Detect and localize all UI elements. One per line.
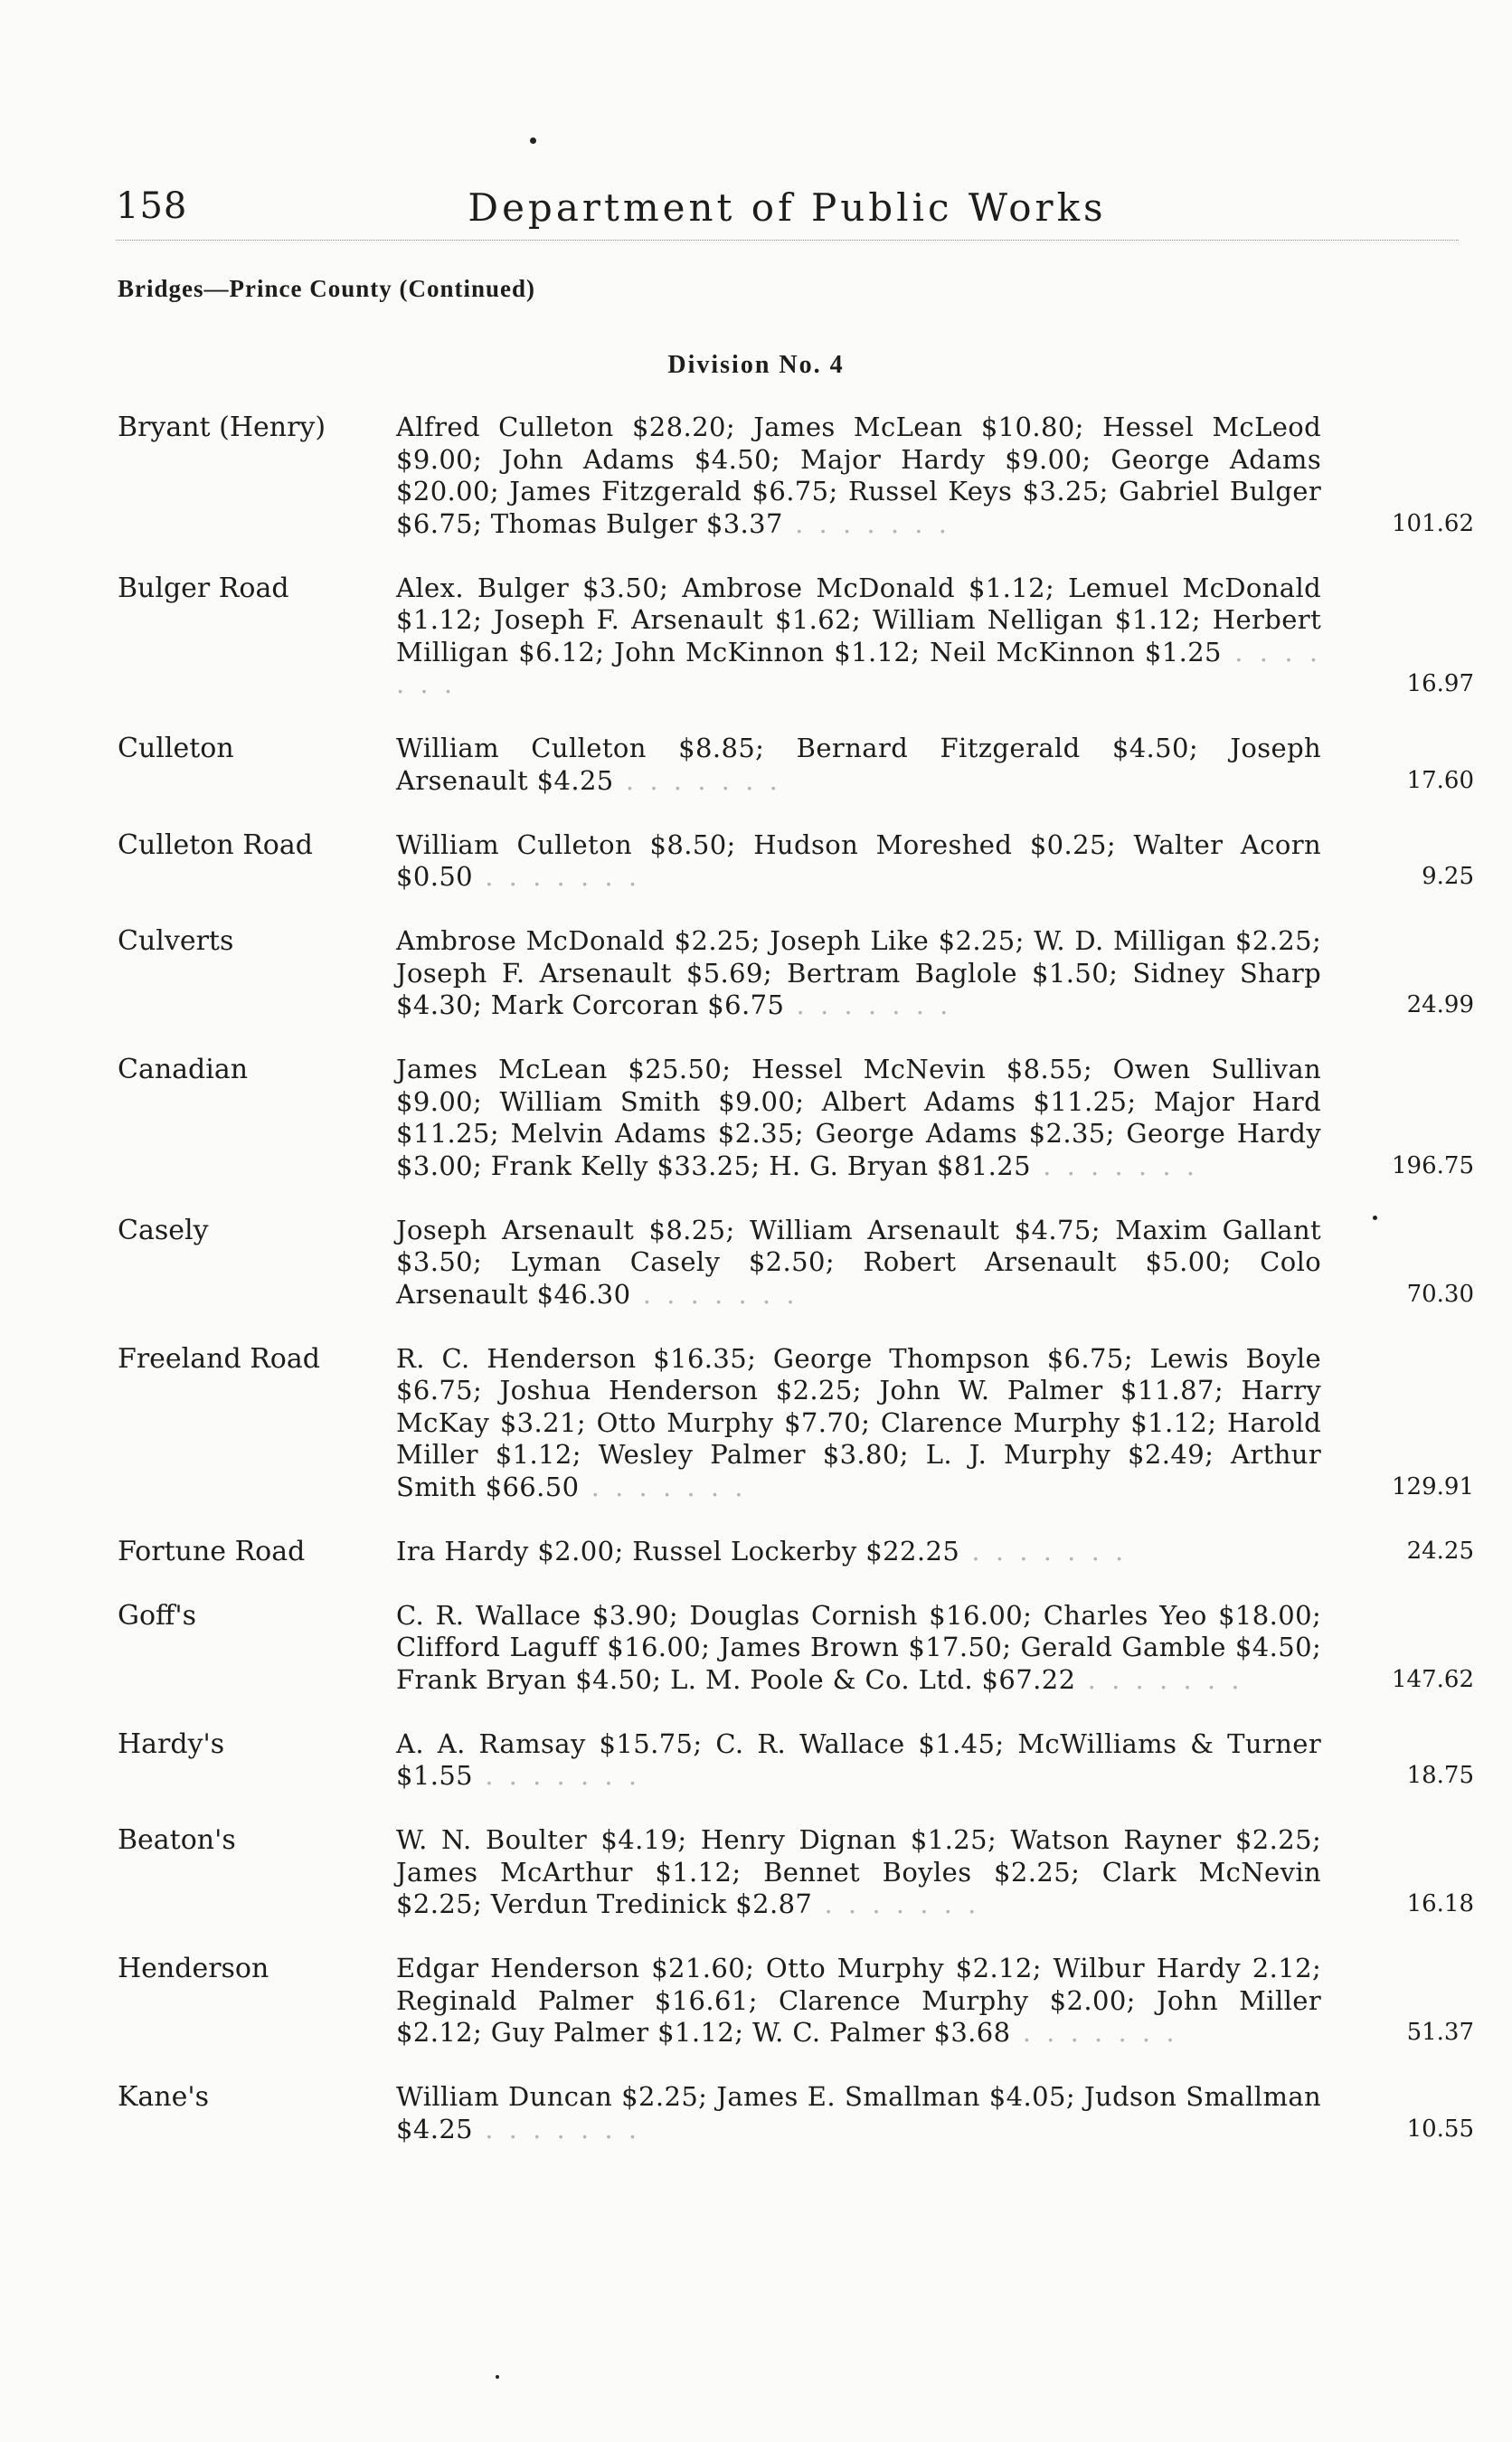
- entry-amount: 16.18: [1406, 1890, 1474, 1917]
- entry-amount: 16.97: [1406, 670, 1474, 697]
- entry-place: Culleton Road: [118, 828, 313, 861]
- entry-amount: 10.55: [1406, 2115, 1474, 2143]
- entry-amount: 101.62: [1392, 509, 1474, 537]
- entry-details-text: William Culleton $8.50; Hudson Moreshed $0.25; Walter Acorn $0.50: [396, 828, 1322, 892]
- entry-details: [396, 1728, 1321, 1793]
- entry-amount: 17.60: [1406, 766, 1474, 794]
- entry-details-text: William Duncan $2.25; James E. Smallman $4.05; Judson Smallman $4.25: [396, 2081, 1322, 2144]
- entry-details-text: C. R. Wallace $3.90; Douglas Cornish $16.00; Charles Yeo $18.00; Clifford Laguff $16.00; James Brown $17.50; Gerald Gamble $4.50; Frank Bryan $4.50; L. M. Poole & Co. Ltd. $67.22: [396, 1599, 1322, 1695]
- entry-details-text: Alex. Bulger $3.50; Ambrose McDonald $1.12; Lemuel McDonald $1.12; Joseph F. Arsenault $1.62; William Nelligan $1.12; Herbert Milligan $6.12; John McKinnon $1.12; Neil McKinnon $1.25: [396, 572, 1322, 667]
- dot-leader: . . . . . . .: [812, 1888, 980, 1919]
- entry-details: [396, 573, 1321, 701]
- dot-leader: . . . . . . .: [1030, 1150, 1198, 1181]
- entry-details: [396, 412, 1321, 540]
- dot-leader: . . . . . . .: [959, 1535, 1128, 1566]
- entry-place: Goff's: [118, 1599, 196, 1632]
- entry-amount: 24.99: [1406, 991, 1474, 1018]
- entry-details-text: Ira Hardy $2.00; Russel Lockerby $22.25: [396, 1535, 960, 1566]
- print-speck: [1373, 1216, 1377, 1220]
- entry-place: Casely: [118, 1214, 209, 1246]
- dot-leader: . . . . . . .: [473, 1760, 641, 1791]
- dot-leader: . . . . . . .: [579, 1471, 747, 1502]
- entry-amount: 196.75: [1392, 1151, 1474, 1179]
- entry-amount: 129.91: [1392, 1472, 1474, 1500]
- expenditure-entry: [118, 1054, 1474, 1182]
- expenditure-entry: [118, 1953, 1474, 2049]
- entry-place: Freeland Road: [118, 1342, 320, 1375]
- entry-details-text: Edgar Henderson $21.60; Otto Murphy $2.12; Wilbur Hardy 2.12; Reginald Palmer $16.61; Clarence Murphy $2.00; John Miller $2.12; Guy Palmer $1.12; W. C. Palmer $3.68: [396, 1953, 1322, 2048]
- page-number: 158: [116, 185, 188, 227]
- entry-place: Fortune Road: [118, 1535, 306, 1567]
- entry-details: [396, 1054, 1321, 1182]
- entry-details: [396, 733, 1321, 797]
- dot-leader: . . . . . . .: [782, 507, 950, 539]
- entry-details: [396, 829, 1321, 894]
- running-header: [116, 185, 1459, 241]
- entry-place: Kane's: [118, 2081, 210, 2113]
- entry-place: Culleton: [118, 733, 234, 764]
- expenditure-entry: [118, 829, 1474, 894]
- entry-place: Culverts: [118, 925, 234, 957]
- entry-details-text: James McLean $25.50; Hessel McNevin $8.55; Owen Sullivan $9.00; William Smith $9.00; Albert Adams $11.25; Major Hard $11.25; Melvin Adams $2.35; George Adams $2.35; George Hardy $3.00; Frank Kelly $33.25; H. G. Bryan $81.25: [396, 1054, 1322, 1181]
- dot-leader: . . . . . . .: [473, 861, 641, 892]
- entry-details: [396, 2081, 1321, 2145]
- entry-details: [396, 1600, 1321, 1697]
- entry-place: Canadian: [118, 1054, 249, 1085]
- expenditure-entry: [118, 1215, 1474, 1311]
- entry-details-text: Ambrose McDonald $2.25; Joseph Like $2.25; W. D. Milligan $2.25; Joseph F. Arsenault $5.69; Bertram Baglole $1.50; Sidney Sharp $4.30; Mark Corcoran $6.75: [396, 925, 1322, 1020]
- entry-details: [396, 1343, 1321, 1504]
- expenditure-entry: [118, 1343, 1474, 1504]
- expenditure-entry: [118, 412, 1474, 540]
- dot-leader: . . . . . . .: [396, 636, 1322, 699]
- dot-leader: . . . . . . .: [630, 1278, 799, 1310]
- dot-leader: . . . . . . .: [473, 2113, 641, 2144]
- expenditure-entry: [118, 573, 1474, 701]
- print-speck: [530, 137, 536, 144]
- entry-amount: 24.25: [1406, 1537, 1474, 1565]
- print-speck: [496, 2375, 499, 2379]
- running-title: Department of Public Works: [468, 185, 1107, 230]
- division-title: Division No. 4: [667, 351, 845, 379]
- entry-place: Hardy's: [118, 1727, 225, 1760]
- expenditure-list: [118, 412, 1474, 2178]
- entry-details-text: A. A. Ramsay $15.75; C. R. Wallace $1.45; McWilliams & Turner $1.55: [396, 1727, 1322, 1791]
- entry-amount: 51.37: [1406, 2019, 1474, 2046]
- dot-leader: . . . . . . .: [1075, 1663, 1243, 1695]
- entry-details-text: Joseph Arsenault $8.25; William Arsenault $4.75; Maxim Gallant $3.50; Lyman Casely $2.50; Robert Arsenault $5.00; Colo Arsenault $46.30: [396, 1214, 1322, 1310]
- expenditure-entry: [118, 1600, 1474, 1697]
- entry-place: Bryant (Henry): [118, 412, 326, 443]
- entry-details-text: R. C. Henderson $16.35; George Thompson $6.75; Lewis Boyle $6.75; Joshua Henderson $2.25; John W. Palmer $11.87; Harry McKay $3.21; Otto Murphy $7.70; Clarence Murphy $1.12; Harold Miller $1.12; Wesley Palmer $3.80; L. J. Murphy $2.49; Arthur Smith $66.50: [396, 1342, 1322, 1502]
- entry-place: Beaton's: [118, 1824, 236, 1856]
- entry-details-text: William Culleton $8.85; Bernard Fitzgerald $4.50; Joseph Arsenault $4.25: [396, 733, 1322, 796]
- dot-leader: . . . . . . .: [784, 989, 952, 1020]
- expenditure-entry: [118, 733, 1474, 797]
- expenditure-entry: [118, 1728, 1474, 1793]
- entry-details: [396, 925, 1321, 1022]
- entry-details: [396, 1953, 1321, 2049]
- entry-amount: 9.25: [1422, 863, 1474, 890]
- dot-leader: . . . . . . .: [1010, 2017, 1178, 2048]
- section-title: Bridges—Prince County (Continued): [118, 275, 536, 302]
- expenditure-entry: [118, 1824, 1474, 1921]
- entry-details-text: W. N. Boulter $4.19; Henry Dignan $1.25; Watson Rayner $2.25; James McArthur $1.12; Bennet Boyles $2.25; Clark McNevin $2.25; Verdun Tredinick $2.87: [396, 1824, 1322, 1919]
- entry-amount: 18.75: [1406, 1762, 1474, 1789]
- entry-details: [396, 1824, 1321, 1921]
- entry-amount: 70.30: [1406, 1280, 1474, 1308]
- expenditure-entry: [118, 1536, 1474, 1568]
- entry-place: Henderson: [118, 1953, 269, 1984]
- expenditure-entry: [118, 925, 1474, 1022]
- dot-leader: . . . . . . .: [613, 764, 781, 796]
- entry-place: Bulger Road: [118, 572, 289, 604]
- entry-amount: 147.62: [1392, 1665, 1474, 1693]
- entry-details: [396, 1536, 1321, 1568]
- entry-details-text: Alfred Culleton $28.20; James McLean $10.80; Hessel McLeod $9.00; John Adams $4.50; Major Hardy $9.00; George Adams $20.00; James Fitzgerald $6.75; Russel Keys $3.25; Gabriel Bulger $6.75; Thomas Bulger $3.37: [396, 412, 1322, 539]
- expenditure-entry: [118, 2081, 1474, 2145]
- entry-details: [396, 1215, 1321, 1311]
